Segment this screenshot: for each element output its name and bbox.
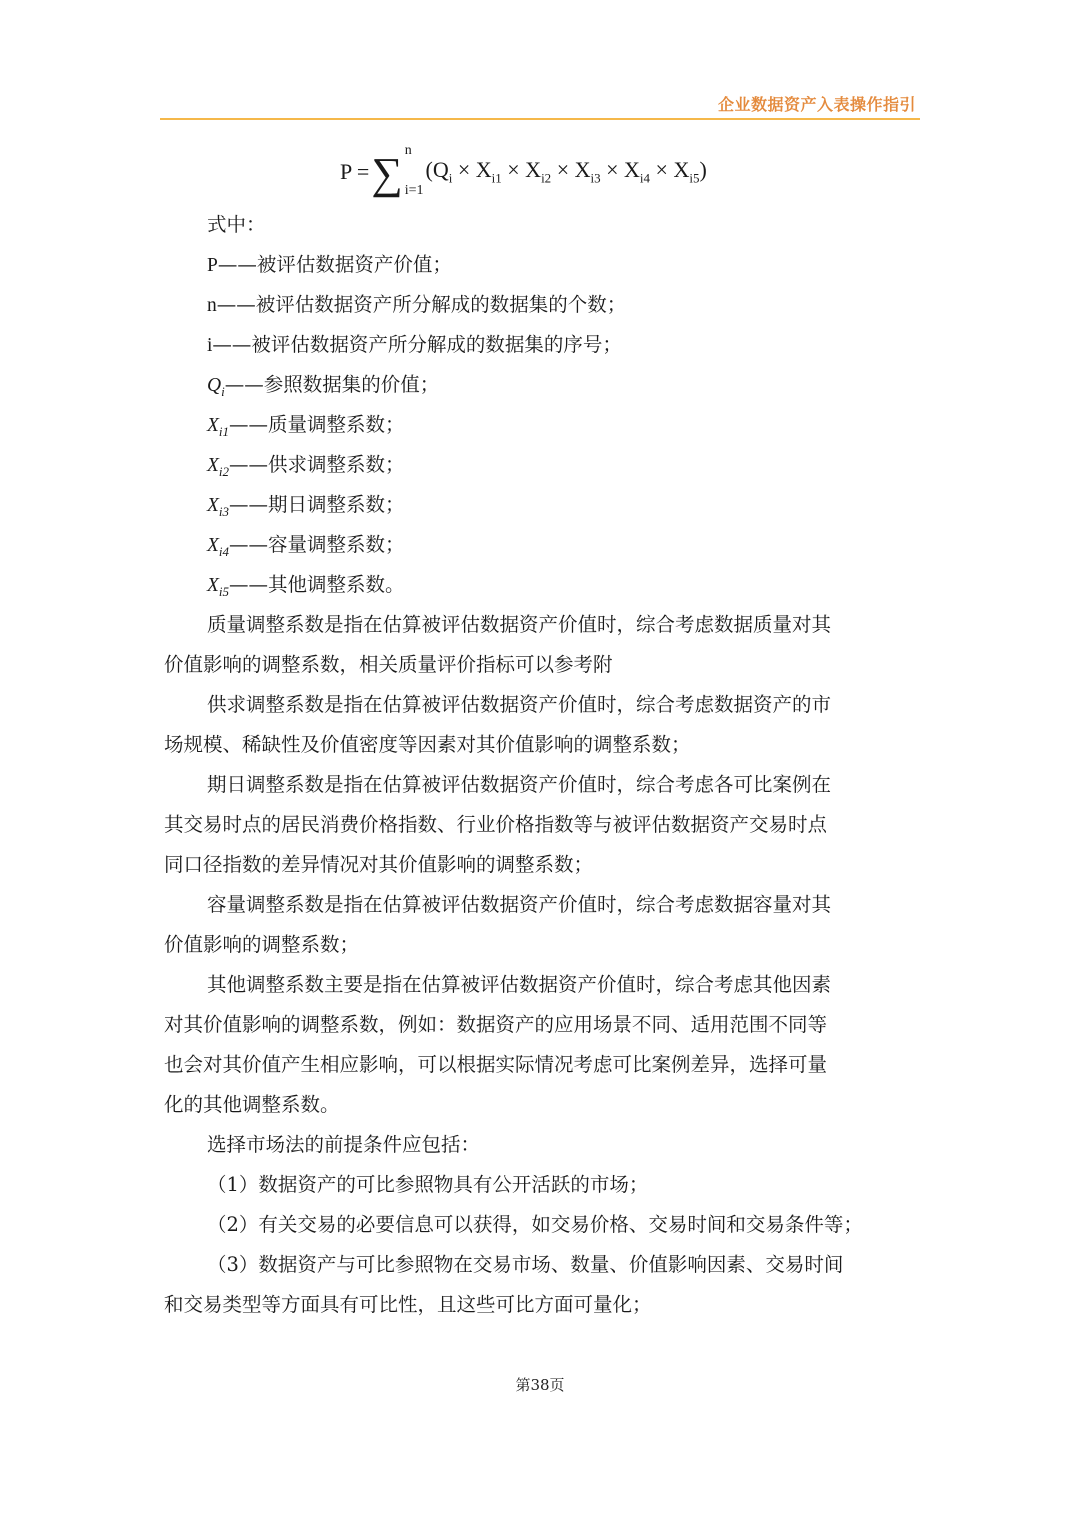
definition-item: $X_{i3}——$期日调整系数； xyxy=(207,493,405,519)
list-item-condition-1: （1）数据资产的可比参照物具有公开活跃的市场； xyxy=(207,1173,649,1196)
summation-limits xyxy=(404,143,424,198)
lower-limit: i=1 xyxy=(404,183,424,198)
list-item-condition-3: （3）数据资产与可比参照物在交易市场、数量、价值影响因素、交易时间 和交易类型等方面具有可比性，且这些可比方面可量化； xyxy=(164,1253,844,1316)
formula-lhs: P = xyxy=(340,159,370,184)
definition-item: n——被评估数据资产所分解成的数据集的个数； xyxy=(207,293,627,316)
paragraph-other-coefficient: 其他调整系数主要是指在估算被评估数据资产价值时，综合考虑其他因素 对其价值影响的调整系数，例如：数据资产的应用场景不同、适用范围不同等 也会对其价值产生相应影响，可以根据实际情况考虑可比案例差异，选择可量 化的其他调整系数。 xyxy=(164,973,832,1116)
definitions-intro: 式中： xyxy=(207,213,266,236)
summation-symbol: ∑ xyxy=(371,149,403,198)
definition-item: $X_{i5}——$其他调整系数。 xyxy=(207,573,405,599)
paragraph-capacity-coefficient: 容量调整系数是指在估算被评估数据资产价值时，综合考虑数据容量对其 价值影响的调整系数； xyxy=(164,893,832,956)
valuation-formula xyxy=(340,143,707,198)
definition-item: P——被评估数据资产价值； xyxy=(207,253,452,276)
document-body xyxy=(164,205,920,1325)
paragraph-supply-demand-coefficient: 供求调整系数是指在估算被评估数据资产价值时，综合考虑数据资产的市 场规模、稀缺性及价值密度等因素对其价值影响的调整系数； xyxy=(164,693,832,756)
paragraph-prerequisites-intro: 选择市场法的前提条件应包括： xyxy=(207,1133,481,1156)
definition-item: i——被评估数据资产所分解成的数据集的序号； xyxy=(207,333,622,356)
definition-item: $X_{i4}——$容量调整系数； xyxy=(207,533,405,559)
paragraph-quality-coefficient: 质量调整系数是指在估算被评估数据资产价值时，综合考虑数据质量对其 价值影响的调整系数，相关质量评价指标可以参考附 xyxy=(164,613,832,676)
upper-limit: n xyxy=(404,143,412,158)
definition-item: $Q_i——$参照数据集的价值； xyxy=(207,373,440,399)
definition-item: $X_{i2}——$供求调整系数； xyxy=(207,453,405,479)
formula-terms: $(Q_i \times X_{i1} \times X_{i2} \times X_{i3} \times X_{i4} \times X_{i5})$ xyxy=(425,157,707,186)
definition-item: $X_{i1}——$质量调整系数； xyxy=(207,413,405,439)
list-item-condition-2: （2）有关交易的必要信息可以获得，如交易价格、交易时间和交易条件等； xyxy=(207,1213,863,1236)
page-number: 第38页 xyxy=(515,1376,565,1394)
paragraph-date-coefficient: 期日调整系数是指在估算被评估数据资产价值时，综合考虑各可比案例在 其交易时点的居民消费价格指数、行业价格指数等与被评估数据资产交易时点 同口径指数的差异情况对其价值影响的调整系数； xyxy=(164,773,832,876)
document-header-title: 企业数据资产入表操作指引 xyxy=(717,95,916,114)
header-divider xyxy=(160,118,920,120)
